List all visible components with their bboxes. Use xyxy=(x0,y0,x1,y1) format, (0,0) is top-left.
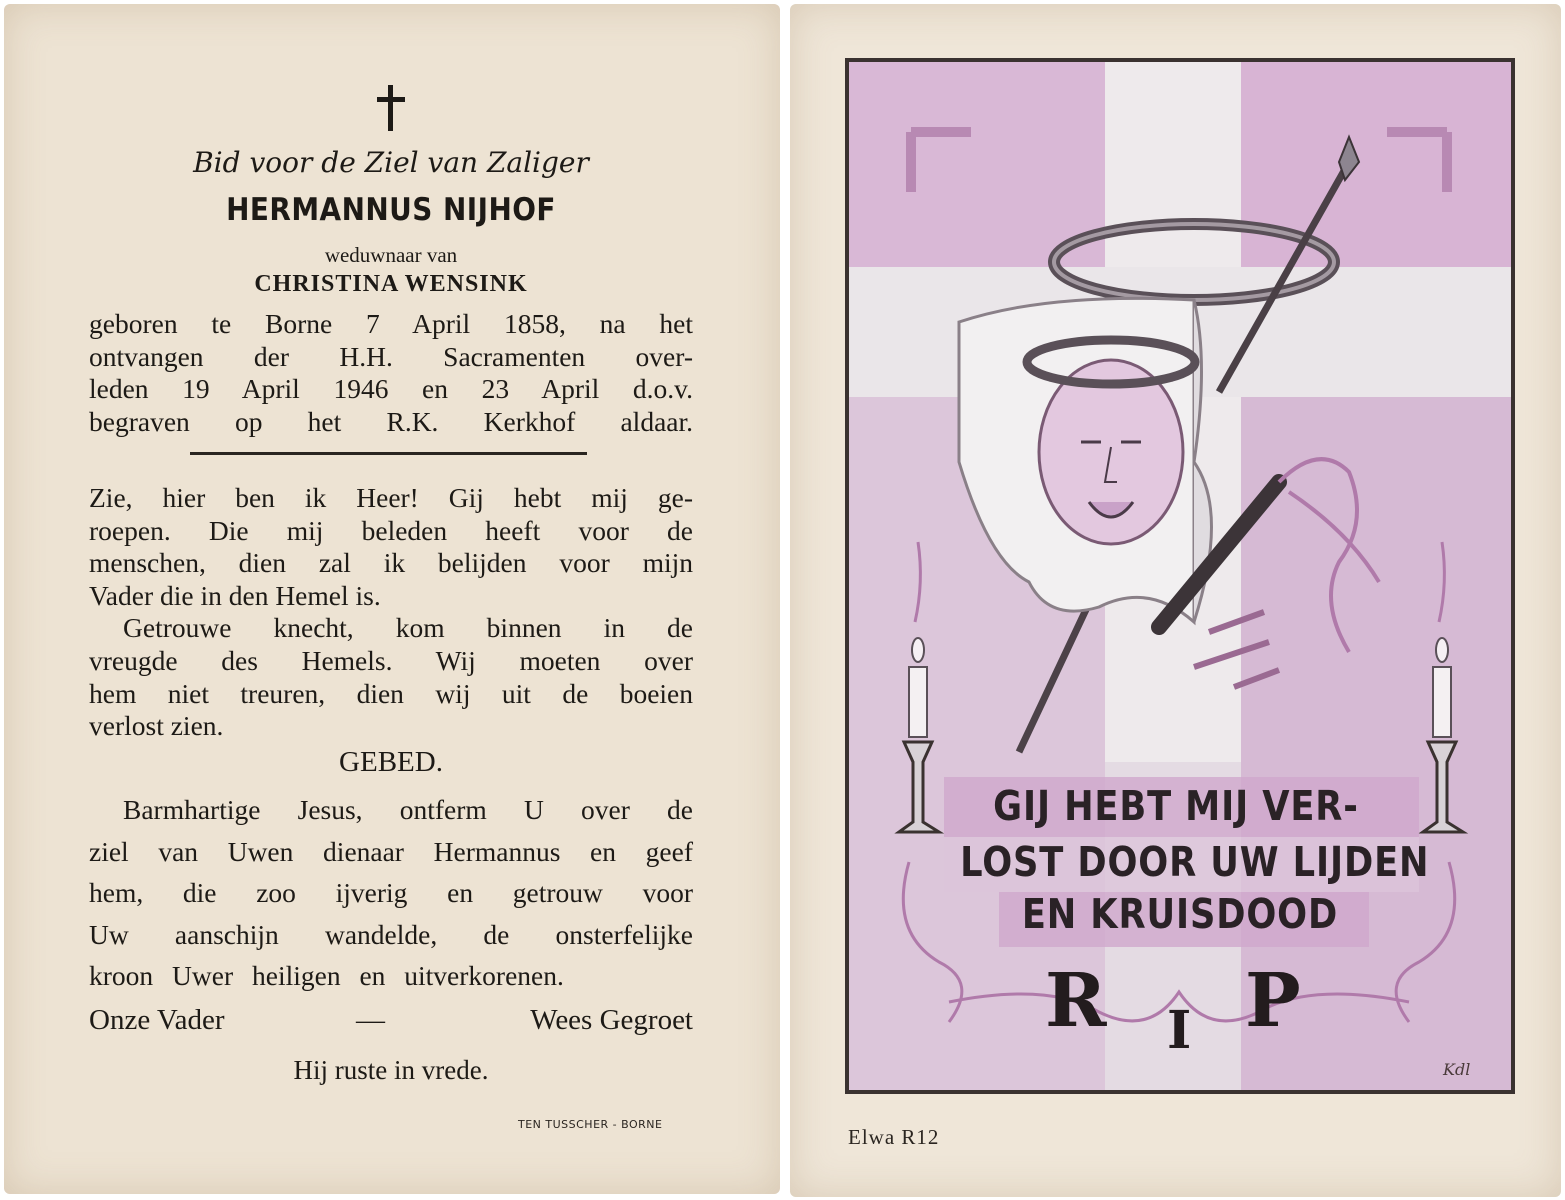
verse-line: roepen. Die mij beleden heeft voor de xyxy=(89,514,693,546)
prayer-line: hem, die zoo ijverig en getrouw voor xyxy=(89,877,693,908)
deceased-name: HERMANNUS NIJHOF xyxy=(226,192,556,228)
verse-line: Getrouwe knecht, kom binnen in de xyxy=(123,612,693,644)
biography-line: begraven op het R.K. Kerkhof aldaar. xyxy=(89,405,693,437)
hail-mary-label: Wees Gegroet xyxy=(530,1004,693,1036)
cross-icon xyxy=(371,83,411,133)
printer-credit: TEN TUSSCHER - BORNE xyxy=(518,1118,663,1131)
widower-of-text: weduwnaar van xyxy=(324,243,458,267)
biography-line: geboren te Borne 7 April 1858, na het xyxy=(89,308,693,339)
rip-letter-p: P xyxy=(1245,958,1301,1044)
verse-line: vreugde des Hemels. Wij moeten over xyxy=(89,644,693,676)
prayer-line: Barmhartige Jesus, ontferm U over de xyxy=(123,794,693,825)
rip-letter-r: R xyxy=(1045,958,1107,1044)
publisher-code: Elwa R12 xyxy=(848,1125,940,1149)
prayer-line: Uw aanschijn wandelde, de onsterfelijke xyxy=(89,918,693,950)
verse-paragraph xyxy=(89,482,693,743)
verse-line: verlost zien. xyxy=(89,710,224,742)
biography-paragraph xyxy=(89,308,693,438)
prayer-line: ziel van Uwen dienaar Hermannus en geef xyxy=(89,835,693,867)
verse-line: Vader die in den Hemel is. xyxy=(89,579,381,611)
spouse-name: CHRISTINA WENSINK xyxy=(254,271,528,297)
divider-rule xyxy=(190,452,587,455)
motto-line: EN KRUISDOOD xyxy=(1021,890,1339,938)
biography-line: ontvangen der H.H. Sacramenten over- xyxy=(89,340,693,372)
our-father-label: Onze Vader xyxy=(89,1004,225,1036)
devotional-illustration xyxy=(845,58,1515,1094)
motto-line: LOST DOOR UW LIJDEN xyxy=(960,838,1430,886)
intro-text: Bid voor de Ziel van Zaliger xyxy=(193,146,589,179)
dash-separator: — xyxy=(356,1004,385,1036)
prayer-line: kroon Uwer heiligen en uitverkorenen. xyxy=(89,960,564,991)
rip-letter-i: I xyxy=(1167,1000,1192,1061)
closing-prayers xyxy=(89,1004,693,1042)
motto-line: GIJ HEBT MIJ VER- xyxy=(993,782,1359,830)
verse-line: hem niet treuren, dien wij uit de boeien xyxy=(89,677,693,709)
artist-signature: Kdl xyxy=(1443,1060,1471,1079)
verse-line: menschen, dien zal ik belijden voor mijn xyxy=(89,547,693,579)
prayer-paragraph xyxy=(89,789,693,997)
rest-in-peace-text: Hij ruste in vrede. xyxy=(293,1055,489,1085)
prayer-title: GEBED. xyxy=(339,746,443,778)
biography-line: leden 19 April 1946 en 23 April d.o.v. xyxy=(89,373,693,404)
verse-line: Zie, hier ben ik Heer! Gij hebt mij ge- xyxy=(89,482,693,513)
